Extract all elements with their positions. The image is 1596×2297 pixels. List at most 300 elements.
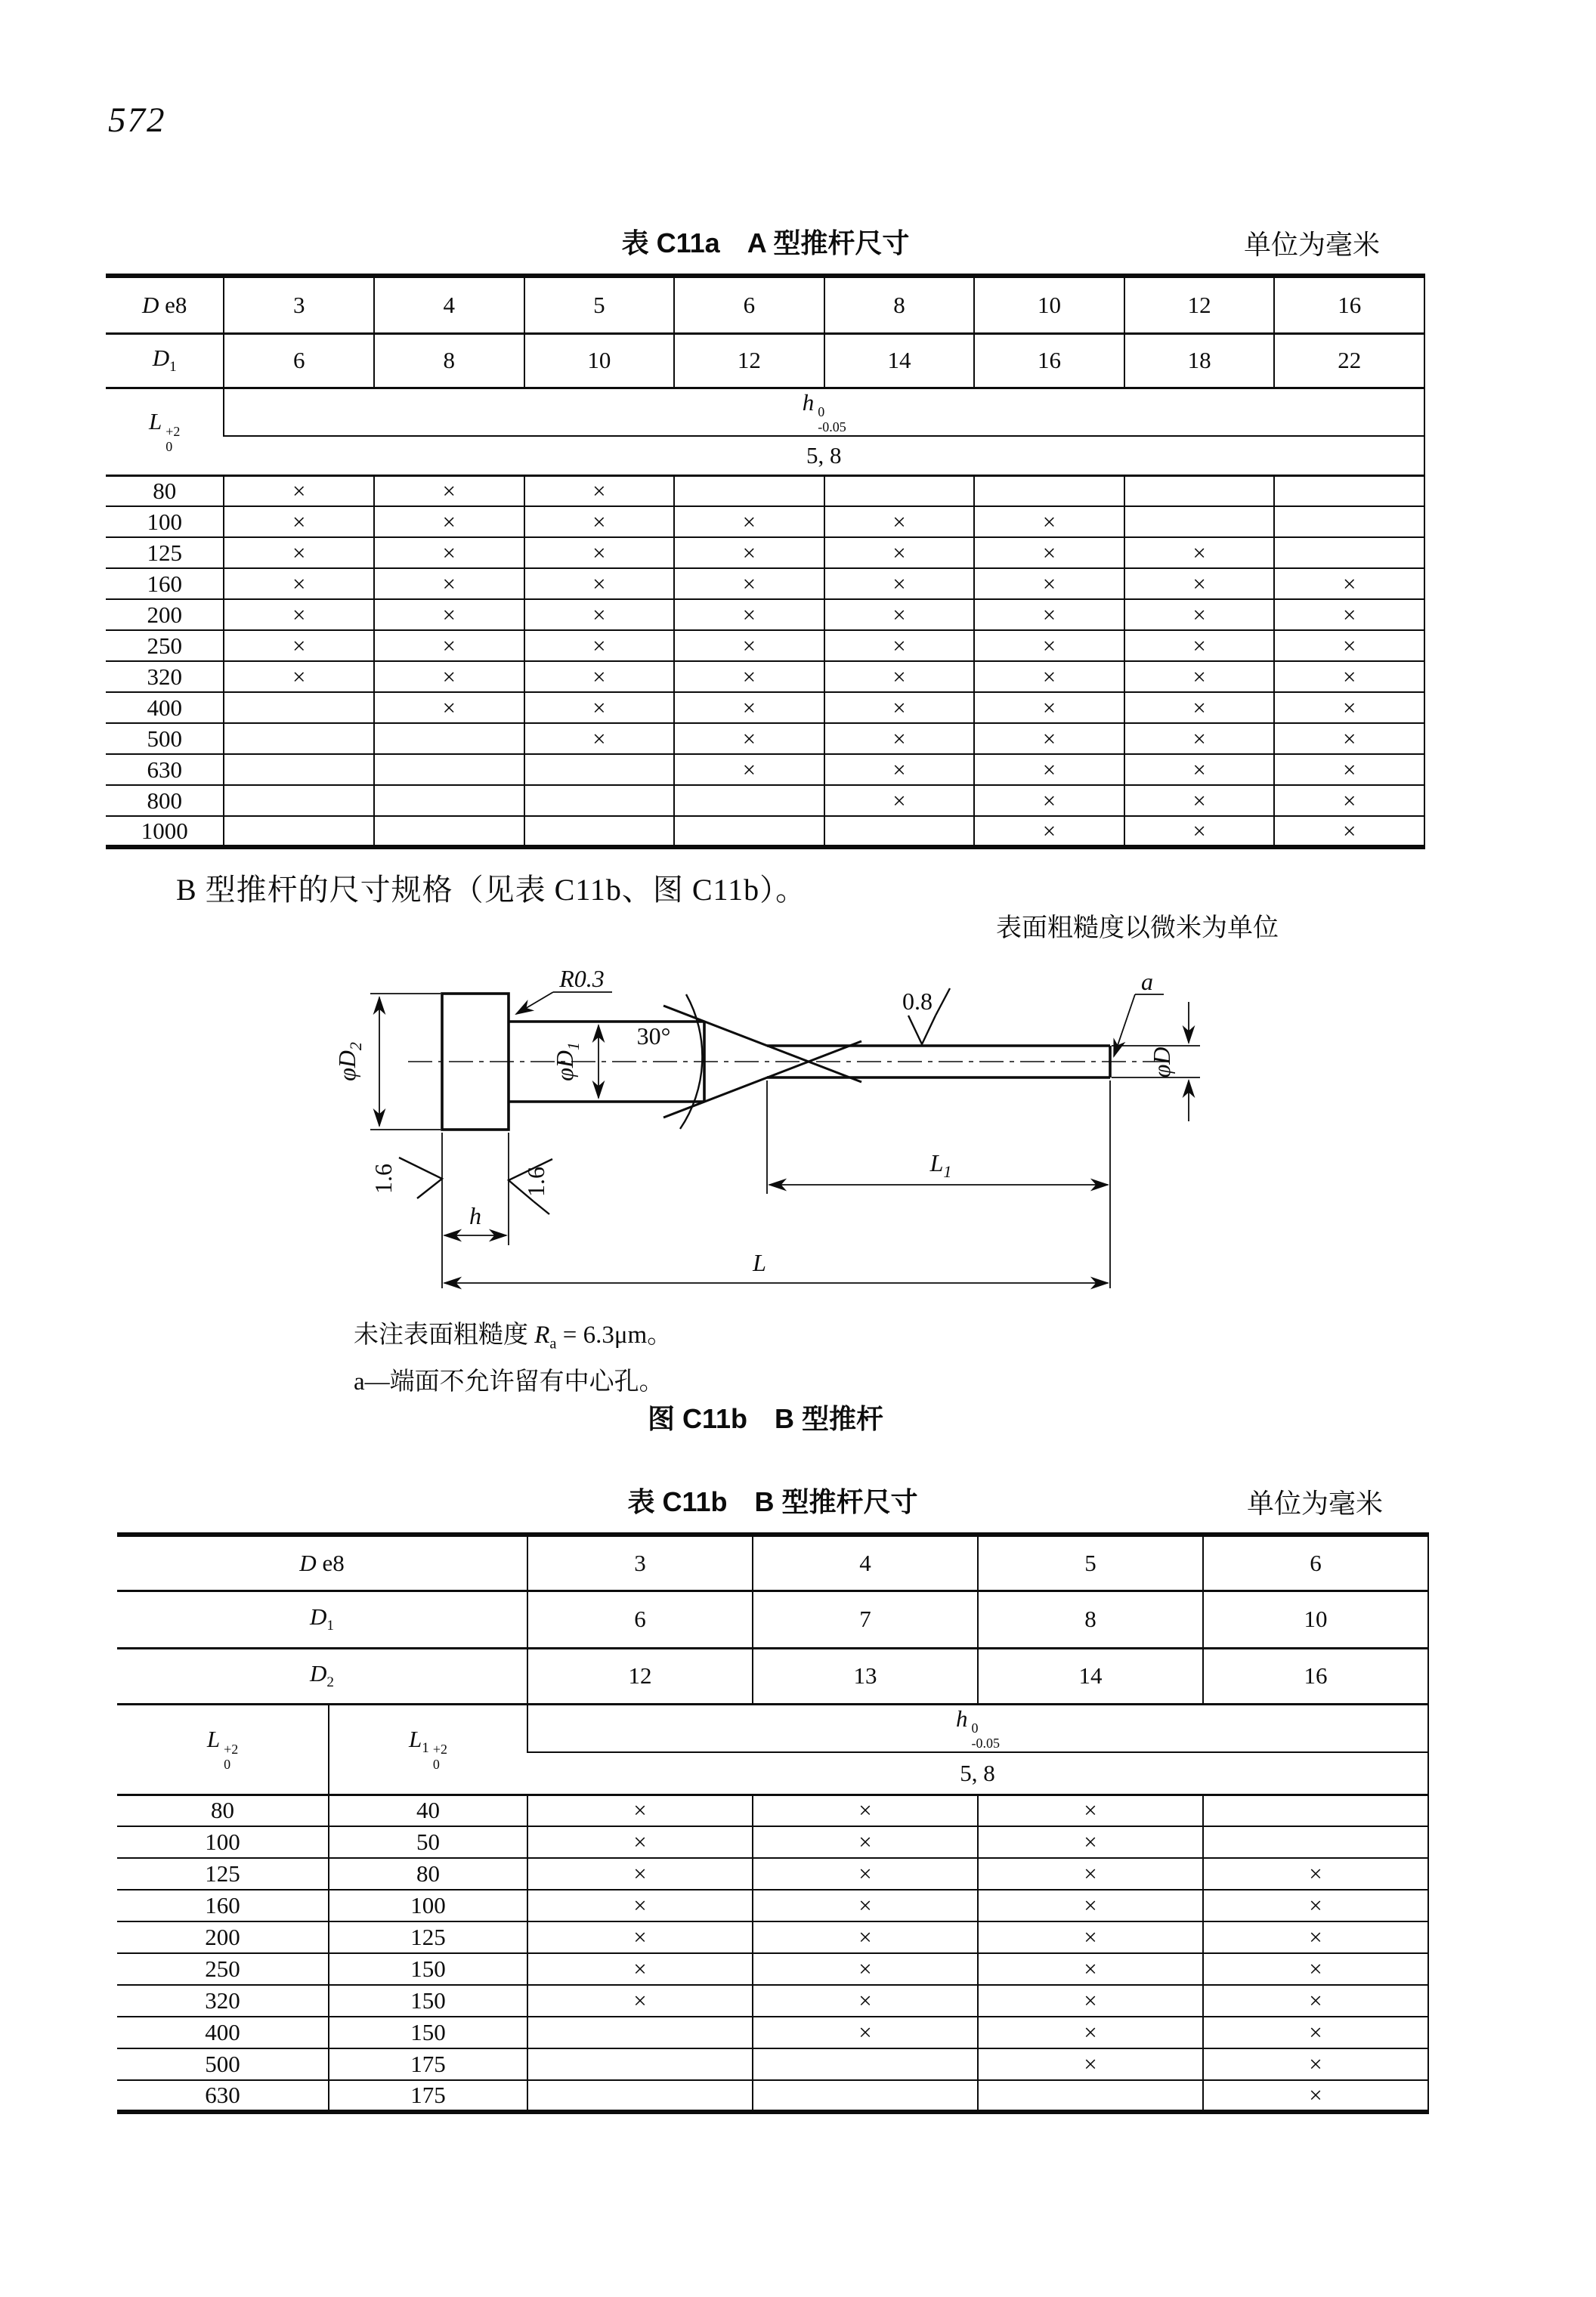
table-a-mark-cell: ×	[824, 506, 975, 537]
table-a-title: 表 C11a A 型推杆尺寸	[621, 227, 910, 258]
d-suffix: e8	[165, 291, 187, 318]
table-b-l-value: 630	[117, 2080, 329, 2112]
table-b	[117, 1532, 1429, 2114]
table-b-mark-cell: ×	[978, 1826, 1203, 1858]
table-b-l-value: 125	[117, 1858, 329, 1890]
table-b-mark-cell: ×	[527, 1858, 753, 1890]
table-b-d1-value: 10	[1203, 1591, 1428, 1648]
l-tol-top: +2	[165, 424, 181, 440]
table-b-row	[117, 1921, 1428, 1953]
table-a-mark-cell: ×	[1274, 599, 1424, 630]
d2-var: D	[310, 1660, 327, 1687]
table-a-unit-note: 单位为毫米	[1243, 230, 1380, 260]
table-a-d1-value: 6	[224, 333, 374, 388]
table-a-mark-cell: ×	[524, 506, 675, 537]
table-b-row	[117, 1890, 1428, 1921]
roughness-top-label: 0.8	[902, 988, 933, 1015]
table-b-h-row	[117, 1704, 1428, 1752]
table-a-l-value: 1000	[106, 816, 224, 847]
dim-l1-label: $L_1$	[929, 1149, 952, 1181]
table-b-mark-cell: ×	[1203, 1921, 1428, 1953]
table-a-mark-cell	[374, 785, 524, 816]
table-b-mark-cell: ×	[753, 1826, 978, 1858]
table-a-mark-cell: ×	[674, 599, 824, 630]
d-var: D	[142, 291, 159, 318]
table-b-mark-cell: ×	[978, 1953, 1203, 1985]
table-a-mark-cell: ×	[1274, 661, 1424, 692]
table-a-d1-value: 18	[1124, 333, 1275, 388]
table-a-l-value: 200	[106, 599, 224, 630]
table-b-mark-cell: ×	[1203, 1890, 1428, 1921]
table-a-mark-cell: ×	[1124, 630, 1275, 661]
table-b-mark-cell	[527, 2048, 753, 2080]
table-b-mark-cell	[753, 2048, 978, 2080]
table-b-l1-value: 125	[329, 1921, 527, 1953]
table-a-l-value: 400	[106, 692, 224, 723]
table-b-d-value: 5	[978, 1535, 1203, 1591]
roughness-right-label: 1.6	[522, 1167, 549, 1197]
table-a-mark-cell: ×	[674, 537, 824, 568]
l1-tol-top: +2	[432, 1742, 447, 1758]
table-a-mark-cell	[1124, 506, 1275, 537]
table-b-l1-value: 150	[329, 2017, 527, 2048]
d1-sub: 1	[169, 359, 177, 376]
table-b-mark-cell: ×	[753, 1795, 978, 1826]
table-a-mark-cell: ×	[224, 506, 374, 537]
table-b-mark-cell: ×	[978, 1985, 1203, 2017]
table-a-body	[106, 475, 1424, 847]
end-note-label: a	[1141, 968, 1153, 995]
table-a-mark-cell: ×	[374, 692, 524, 723]
table-b-d2-row	[117, 1648, 1428, 1704]
table-a-d-value: 12	[1124, 276, 1275, 333]
table-a-mark-cell: ×	[1124, 816, 1275, 847]
table-a-mark-cell	[524, 785, 675, 816]
table-b-mark-cell: ×	[527, 1890, 753, 1921]
table-a-mark-cell: ×	[524, 568, 675, 599]
table-a-mark-cell: ×	[524, 692, 675, 723]
table-b-mark-cell: ×	[978, 1858, 1203, 1890]
table-a-mark-cell: ×	[824, 661, 975, 692]
table-b-mark-cell: ×	[527, 1826, 753, 1858]
table-a-d-value: 16	[1274, 276, 1424, 333]
dim-h-label: h	[469, 1202, 481, 1229]
table-a-l-value: 125	[106, 537, 224, 568]
table-b-row	[117, 1858, 1428, 1890]
table-b-l-value: 100	[117, 1826, 329, 1858]
table-a-mark-cell	[1274, 537, 1424, 568]
table-b-mark-cell: ×	[527, 1953, 753, 1985]
dim-l-label: L	[753, 1249, 766, 1276]
table-a-mark-cell	[824, 816, 975, 847]
table-b-mark-cell: ×	[527, 1795, 753, 1826]
table-b-mark-cell	[527, 2080, 753, 2112]
table-b-h-spec	[527, 1704, 1428, 1752]
table-a-d1-value: 16	[974, 333, 1124, 388]
table-a-mark-cell: ×	[1124, 599, 1275, 630]
table-a-d-value: 10	[974, 276, 1124, 333]
h-tol-bottom: -0.05	[971, 1736, 1000, 1751]
table-a-mark-cell: ×	[524, 661, 675, 692]
table-a-mark-cell: ×	[374, 599, 524, 630]
table-a-mark-cell: ×	[524, 630, 675, 661]
table-b-l-value: 500	[117, 2048, 329, 2080]
table-b-caption-row	[117, 1481, 1428, 1519]
h-var: h	[956, 1705, 968, 1732]
d-var: D	[299, 1549, 317, 1576]
roughness-left-label: 1.6	[370, 1164, 397, 1194]
end-note-leader	[1114, 968, 1164, 1056]
table-b-d2-value: 16	[1203, 1648, 1428, 1704]
note-ra-var: R	[534, 1322, 550, 1349]
table-a-mark-cell: ×	[974, 754, 1124, 785]
table-b-d2-label	[117, 1648, 527, 1704]
l1-tol-bottom: 0	[432, 1757, 440, 1773]
table-a-row	[106, 692, 1424, 723]
table-b-l1-value: 175	[329, 2080, 527, 2112]
table-a-mark-cell	[1274, 475, 1424, 506]
table-a-l-label	[106, 388, 224, 475]
table-a-mark-cell: ×	[974, 599, 1124, 630]
table-b-l-value: 320	[117, 1985, 329, 2017]
table-a-l-value: 800	[106, 785, 224, 816]
table-b-l-label	[117, 1704, 329, 1795]
table-a-mark-cell: ×	[524, 537, 675, 568]
table-a-mark-cell	[674, 816, 824, 847]
table-a-d1-value: 10	[524, 333, 675, 388]
table-b-mark-cell	[1203, 1826, 1428, 1858]
table-a-mark-cell	[224, 785, 374, 816]
table-b-d-row	[117, 1535, 1428, 1591]
table-a-mark-cell	[674, 785, 824, 816]
l-var: L	[149, 408, 162, 435]
table-a-mark-cell: ×	[1124, 661, 1275, 692]
table-a-caption-row	[106, 222, 1425, 260]
table-a-d-value: 5	[524, 276, 675, 333]
l1-idx: 1	[422, 1740, 429, 1757]
table-a-d-value: 4	[374, 276, 524, 333]
table-a-mark-cell: ×	[974, 630, 1124, 661]
table-a-l-value: 100	[106, 506, 224, 537]
table-a-l-value: 80	[106, 475, 224, 506]
table-a-h-options-row	[106, 436, 1424, 475]
table-a-mark-cell	[1124, 475, 1275, 506]
table-a-mark-cell: ×	[974, 537, 1124, 568]
table-a-mark-cell: ×	[1124, 568, 1275, 599]
table-a-h-options: 5, 8	[224, 436, 1424, 475]
table-b-d1-row	[117, 1591, 1428, 1648]
table-a-mark-cell: ×	[1124, 692, 1275, 723]
radius-label: R0.3	[559, 967, 605, 992]
page-number: 572	[108, 100, 166, 140]
d-suffix: e8	[322, 1549, 345, 1576]
table-a-mark-cell: ×	[674, 630, 824, 661]
table-a-mark-cell: ×	[974, 723, 1124, 754]
table-b-d1-value: 8	[978, 1591, 1203, 1648]
roughness-symbol-left	[399, 1158, 442, 1198]
table-a-l-value: 500	[106, 723, 224, 754]
table-b-h-options: 5, 8	[527, 1752, 1428, 1795]
d1-sub: 1	[326, 1618, 334, 1634]
table-a-mark-cell: ×	[974, 568, 1124, 599]
table-b-mark-cell: ×	[978, 2017, 1203, 2048]
table-a-mark-cell	[524, 754, 675, 785]
table-b-l1-value: 50	[329, 1826, 527, 1858]
note-ra-sub: a	[549, 1335, 557, 1353]
table-b-l1-value: 80	[329, 1858, 527, 1890]
table-b-d-value: 3	[527, 1535, 753, 1591]
table-a-mark-cell: ×	[1124, 785, 1275, 816]
h-tol-top: 0	[971, 1720, 979, 1736]
table-a-mark-cell	[824, 475, 975, 506]
table-b-mark-cell: ×	[978, 2048, 1203, 2080]
table-b-mark-cell: ×	[753, 1953, 978, 1985]
h-tol-bottom: -0.05	[818, 419, 846, 435]
table-a-mark-cell	[374, 816, 524, 847]
table-b-mark-cell: ×	[978, 1890, 1203, 1921]
table-b-mark-cell: ×	[1203, 1985, 1428, 2017]
table-a-mark-cell: ×	[224, 475, 374, 506]
table-a-mark-cell: ×	[224, 630, 374, 661]
table-a-mark-cell: ×	[974, 816, 1124, 847]
table-a-mark-cell	[524, 816, 675, 847]
table-a-row	[106, 568, 1424, 599]
table-a-h-spec	[224, 388, 1424, 436]
table-a-d-value: 3	[224, 276, 374, 333]
table-a-mark-cell: ×	[224, 661, 374, 692]
table-a-row	[106, 661, 1424, 692]
table-a-mark-cell: ×	[674, 661, 824, 692]
table-b-l-value: 80	[117, 1795, 329, 1826]
table-b-mark-cell: ×	[753, 1921, 978, 1953]
table-a-d-value: 8	[824, 276, 975, 333]
table-b-mark-cell: ×	[1203, 2048, 1428, 2080]
table-a-mark-cell: ×	[224, 537, 374, 568]
l-tol-top: +2	[224, 1742, 239, 1758]
table-a-mark-cell	[374, 723, 524, 754]
table-b-mark-cell: ×	[753, 1858, 978, 1890]
table-b-l1-value: 100	[329, 1890, 527, 1921]
table-a-d-row	[106, 276, 1424, 333]
table-a-row	[106, 506, 1424, 537]
table-a-mark-cell: ×	[974, 506, 1124, 537]
table-b-mark-cell: ×	[1203, 2080, 1428, 2112]
table-b-mark-cell	[978, 2080, 1203, 2112]
table-a-row	[106, 475, 1424, 506]
table-a-mark-cell	[674, 475, 824, 506]
table-b-d2-value: 14	[978, 1648, 1203, 1704]
table-b-l1-value: 150	[329, 1985, 527, 2017]
dim-d2-label: $\varphi D_2$	[333, 1042, 365, 1081]
table-a-mark-cell: ×	[1124, 537, 1275, 568]
table-a-mark-cell: ×	[524, 475, 675, 506]
taper-angle-label: 30°	[636, 1022, 671, 1050]
table-b-row	[117, 2017, 1428, 2048]
table-b-d1-value: 6	[527, 1591, 753, 1648]
table-a	[106, 274, 1425, 849]
table-a-d1-label	[106, 333, 224, 388]
table-a-mark-cell: ×	[374, 630, 524, 661]
table-a-mark-cell: ×	[374, 537, 524, 568]
radius-leader	[516, 967, 612, 1014]
table-a-mark-cell: ×	[1274, 568, 1424, 599]
table-a-mark-cell	[224, 692, 374, 723]
l-tol-bottom: 0	[165, 439, 173, 455]
table-b-mark-cell: ×	[978, 1921, 1203, 1953]
table-a-l-value: 160	[106, 568, 224, 599]
table-a-mark-cell: ×	[824, 692, 975, 723]
table-b-mark-cell: ×	[753, 1890, 978, 1921]
table-a-l-value: 320	[106, 661, 224, 692]
table-a-mark-cell: ×	[824, 785, 975, 816]
table-a-mark-cell: ×	[524, 723, 675, 754]
table-a-mark-cell	[374, 754, 524, 785]
table-a-mark-cell	[224, 723, 374, 754]
table-a-mark-cell: ×	[824, 537, 975, 568]
table-b-l-value: 250	[117, 1953, 329, 1985]
table-b-mark-cell: ×	[1203, 1953, 1428, 1985]
table-b-l1-label	[329, 1704, 527, 1795]
table-b-l1-value: 40	[329, 1795, 527, 1826]
l-var: L	[206, 1726, 221, 1753]
table-a-l-value: 630	[106, 754, 224, 785]
table-a-d1-value: 14	[824, 333, 975, 388]
table-a-row	[106, 630, 1424, 661]
figure-drawing	[332, 967, 1254, 1300]
l-tol-bottom: 0	[224, 1757, 231, 1773]
table-a-mark-cell: ×	[1274, 630, 1424, 661]
table-a-mark-cell: ×	[224, 599, 374, 630]
d1-var: D	[152, 345, 170, 372]
table-b-mark-cell: ×	[753, 1985, 978, 2017]
table-b-unit-note: 单位为毫米	[1246, 1489, 1383, 1519]
table-a-row	[106, 599, 1424, 630]
table-a-mark-cell	[224, 754, 374, 785]
table-a-mark-cell: ×	[524, 599, 675, 630]
table-a-mark-cell: ×	[824, 568, 975, 599]
table-a-mark-cell: ×	[374, 568, 524, 599]
table-b-d-label	[117, 1535, 527, 1591]
table-a-mark-cell: ×	[674, 506, 824, 537]
note-end-face: a—端面不允许留有中心孔。	[354, 1368, 664, 1396]
table-b-mark-cell: ×	[1203, 1858, 1428, 1890]
table-b-body	[117, 1795, 1428, 2112]
table-a-mark-cell: ×	[974, 692, 1124, 723]
table-a-d-label	[106, 276, 224, 333]
table-a-d1-value: 12	[674, 333, 824, 388]
table-a-mark-cell: ×	[674, 692, 824, 723]
note-roughness-default	[354, 1315, 672, 1353]
table-a-mark-cell: ×	[1124, 754, 1275, 785]
h-tol-top: 0	[818, 404, 825, 420]
table-a-mark-cell: ×	[1124, 723, 1275, 754]
table-b-mark-cell	[753, 2080, 978, 2112]
table-a-mark-cell: ×	[374, 506, 524, 537]
table-a-mark-cell: ×	[674, 568, 824, 599]
figure-caption: 图 C11b B 型推杆	[647, 1403, 884, 1434]
roughness-unit-note: 表面粗糙度以微米为单位	[996, 914, 1279, 942]
table-b-row	[117, 1985, 1428, 2017]
table-b-mark-cell	[527, 2017, 753, 2048]
l1-var: L	[409, 1726, 422, 1753]
table-a-row	[106, 754, 1424, 785]
dim-d1-label: $\varphi D_1$	[551, 1042, 583, 1081]
table-a-d1-value: 8	[374, 333, 524, 388]
note-ra-pre: 未注表面粗糙度	[354, 1322, 535, 1349]
table-a-mark-cell: ×	[674, 754, 824, 785]
paragraph-b-type: B 型推杆的尺寸规格（见表 C11b、图 C11b）。	[176, 873, 807, 907]
table-a-mark-cell: ×	[824, 754, 975, 785]
table-a-mark-cell: ×	[374, 661, 524, 692]
table-a-mark-cell: ×	[824, 630, 975, 661]
table-a-mark-cell: ×	[1274, 692, 1424, 723]
table-b-l-value: 200	[117, 1921, 329, 1953]
table-a-row	[106, 723, 1424, 754]
d1-var: D	[310, 1603, 327, 1631]
table-a-mark-cell: ×	[224, 568, 374, 599]
table-a-d-value: 6	[674, 276, 824, 333]
table-b-row	[117, 2080, 1428, 2112]
table-a-d1-value: 22	[1274, 333, 1424, 388]
h-var: h	[802, 388, 815, 416]
table-b-row	[117, 1826, 1428, 1858]
table-a-mark-cell: ×	[1274, 754, 1424, 785]
table-a-mark-cell: ×	[1274, 816, 1424, 847]
table-b-d-value: 4	[753, 1535, 978, 1591]
table-b-l-value: 400	[117, 2017, 329, 2048]
table-a-mark-cell: ×	[1274, 723, 1424, 754]
table-b-d1-value: 7	[753, 1591, 978, 1648]
table-b-mark-cell: ×	[527, 1921, 753, 1953]
table-a-mark-cell: ×	[824, 599, 975, 630]
dim-d-label: φD	[1148, 1046, 1175, 1078]
table-a-mark-cell: ×	[1274, 785, 1424, 816]
table-b-row	[117, 2048, 1428, 2080]
table-a-mark-cell: ×	[824, 723, 975, 754]
table-a-mark-cell	[974, 475, 1124, 506]
table-b-d2-value: 13	[753, 1648, 978, 1704]
table-b-l1-value: 150	[329, 1953, 527, 1985]
note-ra-post: = 6.3μm。	[556, 1322, 673, 1349]
table-a-l-value: 250	[106, 630, 224, 661]
table-b-title: 表 C11b B 型推杆尺寸	[627, 1486, 918, 1517]
table-a-mark-cell	[224, 816, 374, 847]
table-a-mark-cell	[1274, 506, 1424, 537]
table-b-mark-cell: ×	[527, 1985, 753, 2017]
table-b-l1-value: 175	[329, 2048, 527, 2080]
d2-sub: 2	[326, 1674, 334, 1691]
table-b-d2-value: 12	[527, 1648, 753, 1704]
table-b-row	[117, 1795, 1428, 1826]
table-b-mark-cell: ×	[753, 2017, 978, 2048]
table-a-row	[106, 785, 1424, 816]
table-b-mark-cell	[1203, 1795, 1428, 1826]
table-a-mark-cell: ×	[374, 475, 524, 506]
table-b-d-value: 6	[1203, 1535, 1428, 1591]
table-b-mark-cell: ×	[978, 1795, 1203, 1826]
table-a-row	[106, 816, 1424, 847]
table-a-mark-cell: ×	[974, 661, 1124, 692]
table-b-mark-cell: ×	[1203, 2017, 1428, 2048]
table-b-row	[117, 1953, 1428, 1985]
dim-l1	[767, 1080, 1108, 1194]
table-a-d1-row	[106, 333, 1424, 388]
table-b-l-value: 160	[117, 1890, 329, 1921]
table-b-d1-label	[117, 1591, 527, 1648]
table-a-mark-cell: ×	[974, 785, 1124, 816]
table-a-h-row	[106, 388, 1424, 436]
table-a-mark-cell: ×	[674, 723, 824, 754]
